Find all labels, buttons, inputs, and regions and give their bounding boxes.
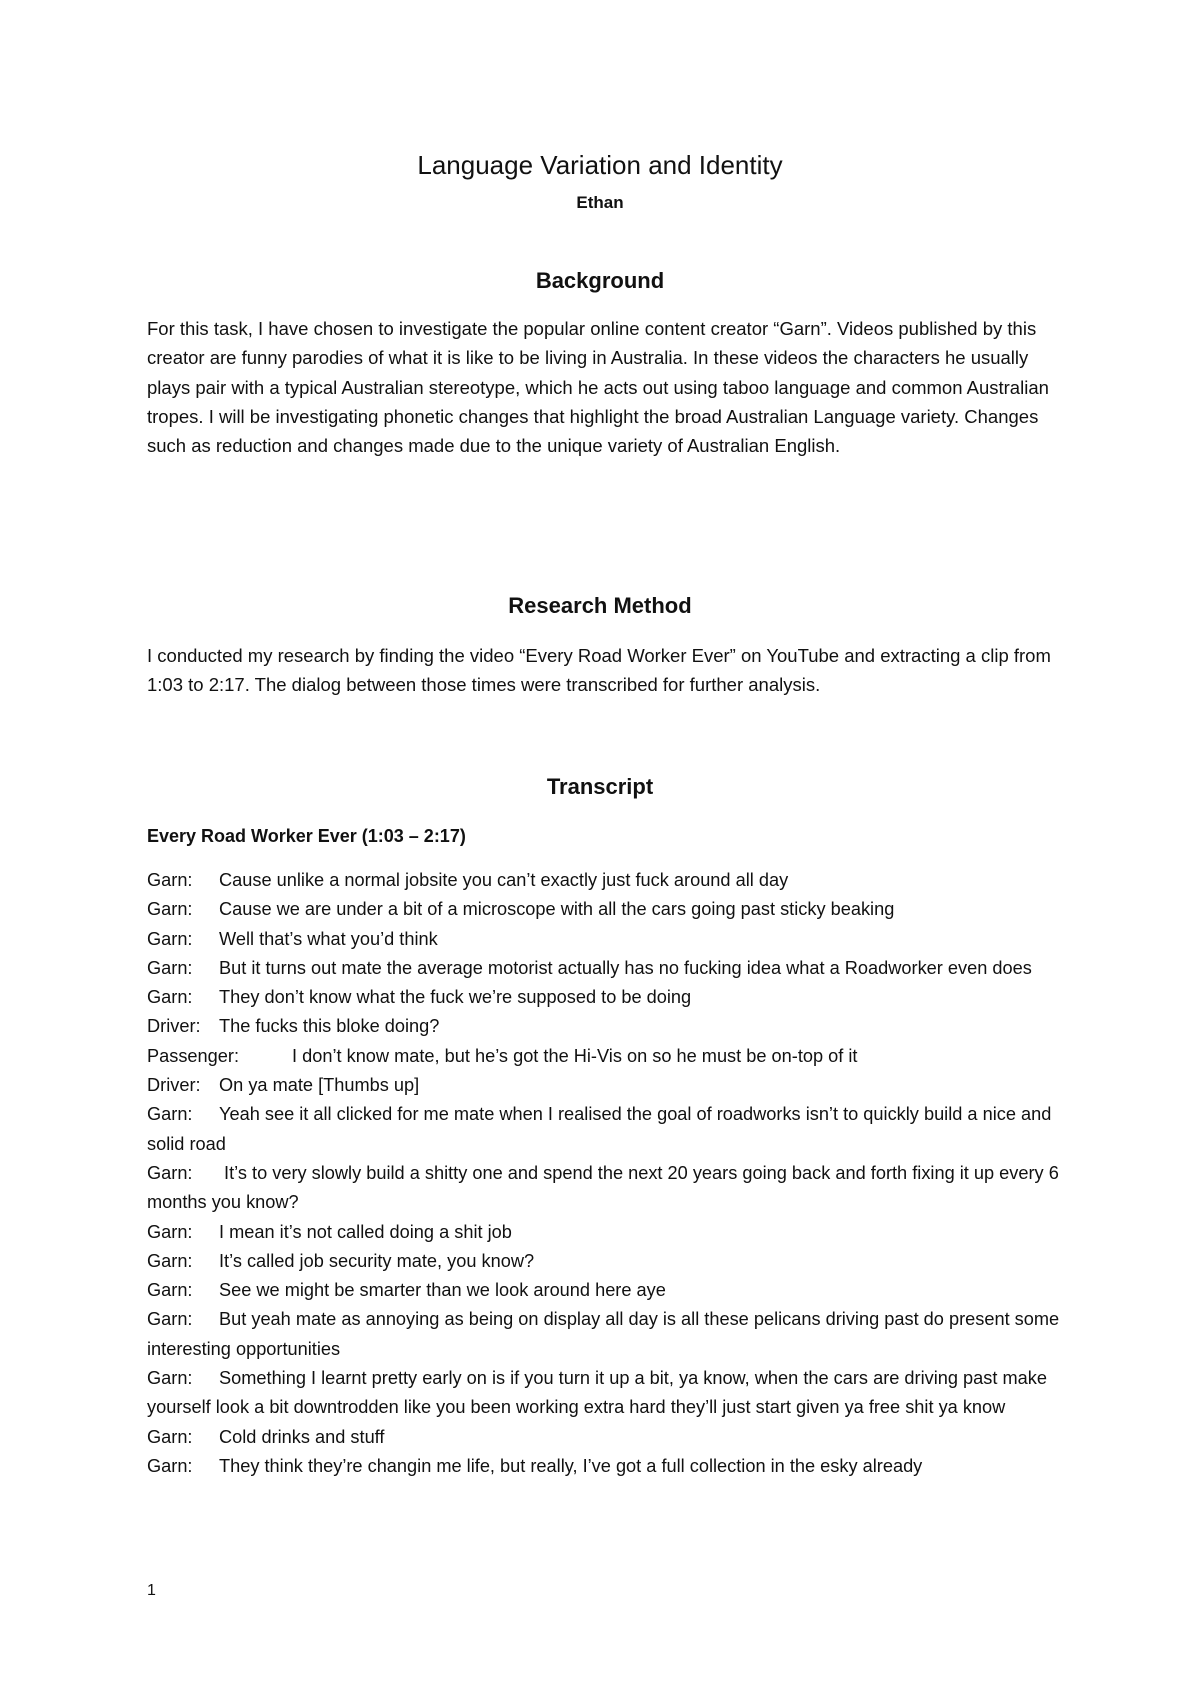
speaker-label: Garn: [147, 1309, 193, 1330]
speaker-label: Garn: [147, 1162, 193, 1183]
line-text: Cause unlike a normal jobsite you can’t exactly just fuck around all day [219, 870, 789, 890]
transcript-heading: Transcript [546, 774, 654, 799]
speaker-label: Garn: [147, 899, 193, 920]
speaker-label: Passenger: [147, 1045, 240, 1066]
transcript-line [147, 925, 1067, 954]
document-title: Language Variation and Identity [417, 150, 783, 180]
line-text: Cause we are under a bit of a microscope with all the cars going past sticky beaking [219, 899, 895, 920]
background-heading: Background [535, 268, 665, 293]
speaker-label: Garn: [147, 1104, 193, 1125]
transcript-line [147, 1071, 1067, 1100]
transcript-list [147, 866, 1067, 1481]
author-name: Ethan [576, 193, 624, 212]
speaker-label: Garn: [147, 1250, 193, 1271]
transcript-line [147, 1247, 1067, 1276]
transcript-line [147, 1012, 1067, 1041]
speaker-label: Driver: [147, 1016, 201, 1037]
line-text: It’s called job security mate, you know? [219, 1250, 535, 1271]
line-text: Well that’s what you’d think [219, 928, 438, 949]
background-paragraph: For this task, I have chosen to investigate the popular online content creator “Garn”. Videos published by this creator are funny parodies of what it is like to be living in Australia. In these videos the characters he usually plays pair with a typical Australian stereotype, which he acts out using taboo language and common Australian tropes. I will be investigating phonetic changes that highlight the broad Australian Language variety. Changes such as reduction and changes made due to the unique variety of Australian English. [147, 318, 1049, 457]
research-method-heading: Research Method [508, 593, 692, 618]
line-text: Something I learnt pretty early on is if you turn it up a bit, ya know, when the cars are driving past make yourself look a bit downtrodden like you been working extra hard they’ll just start given ya free shit ya know [147, 1368, 1047, 1418]
transcript-line [147, 1276, 1067, 1305]
speaker-label: Garn: [147, 1368, 193, 1389]
transcript-line [147, 1452, 1067, 1481]
transcript-line [147, 1042, 1067, 1071]
transcript-line [147, 866, 1067, 895]
speaker-label: Garn: [147, 1280, 193, 1301]
clip-title: Every Road Worker Ever (1:03 – 2:17) [147, 826, 466, 846]
transcript-line [147, 1100, 1067, 1159]
speaker-label: Garn: [147, 1455, 193, 1476]
line-text: I mean it’s not called doing a shit job [219, 1221, 512, 1242]
transcript-line [147, 1364, 1067, 1423]
transcript-line [147, 1159, 1067, 1218]
research-method-paragraph: I conducted my research by finding the video “Every Road Worker Ever” on YouTube and extracting a clip from 1:03 to 2:17. The dialog between those times were transcribed for further analysis. [147, 645, 1051, 696]
speaker-label: Garn: [147, 870, 193, 890]
line-text: I don’t know mate, but he’s got the Hi-Vis on so he must be on-top of it [292, 1045, 858, 1066]
transcript-line [147, 1305, 1067, 1364]
speaker-label: Driver: [147, 1075, 201, 1096]
transcript-line [147, 1218, 1067, 1247]
line-text: It’s to very slowly build a shitty one and spend the next 20 years going back and forth fixing it up every 6 months you know? [147, 1162, 1059, 1213]
transcript-line [147, 1423, 1067, 1452]
speaker-label: Garn: [147, 957, 193, 978]
line-text: Yeah see it all clicked for me mate when I realised the goal of roadworks isn’t to quickly build a nice and solid road [147, 1104, 1052, 1154]
line-text: They think they’re changin me life, but really, I’ve got a full collection in the esky already [219, 1455, 923, 1476]
line-text: But yeah mate as annoying as being on display all day is all these pelicans driving past do present some interesting opportunities [147, 1309, 1060, 1359]
line-text: The fucks this bloke doing? [219, 1016, 440, 1037]
page-number: 1 [147, 1582, 156, 1599]
transcript-line [147, 954, 1067, 983]
speaker-label: Garn: [147, 928, 193, 949]
line-text: They don’t know what the fuck we’re supposed to be doing [219, 987, 692, 1008]
speaker-label: Garn: [147, 1221, 193, 1242]
line-text: See we might be smarter than we look around here aye [219, 1280, 666, 1301]
line-text: Cold drinks and stuff [219, 1426, 385, 1447]
speaker-label: Garn: [147, 987, 193, 1008]
speaker-label: Garn: [147, 1426, 193, 1447]
line-text: But it turns out mate the average motorist actually has no fucking idea what a Roadworker even does [219, 957, 1032, 978]
transcript-line [147, 895, 1067, 924]
line-text: On ya mate [Thumbs up] [219, 1075, 420, 1096]
transcript-line [147, 983, 1067, 1012]
